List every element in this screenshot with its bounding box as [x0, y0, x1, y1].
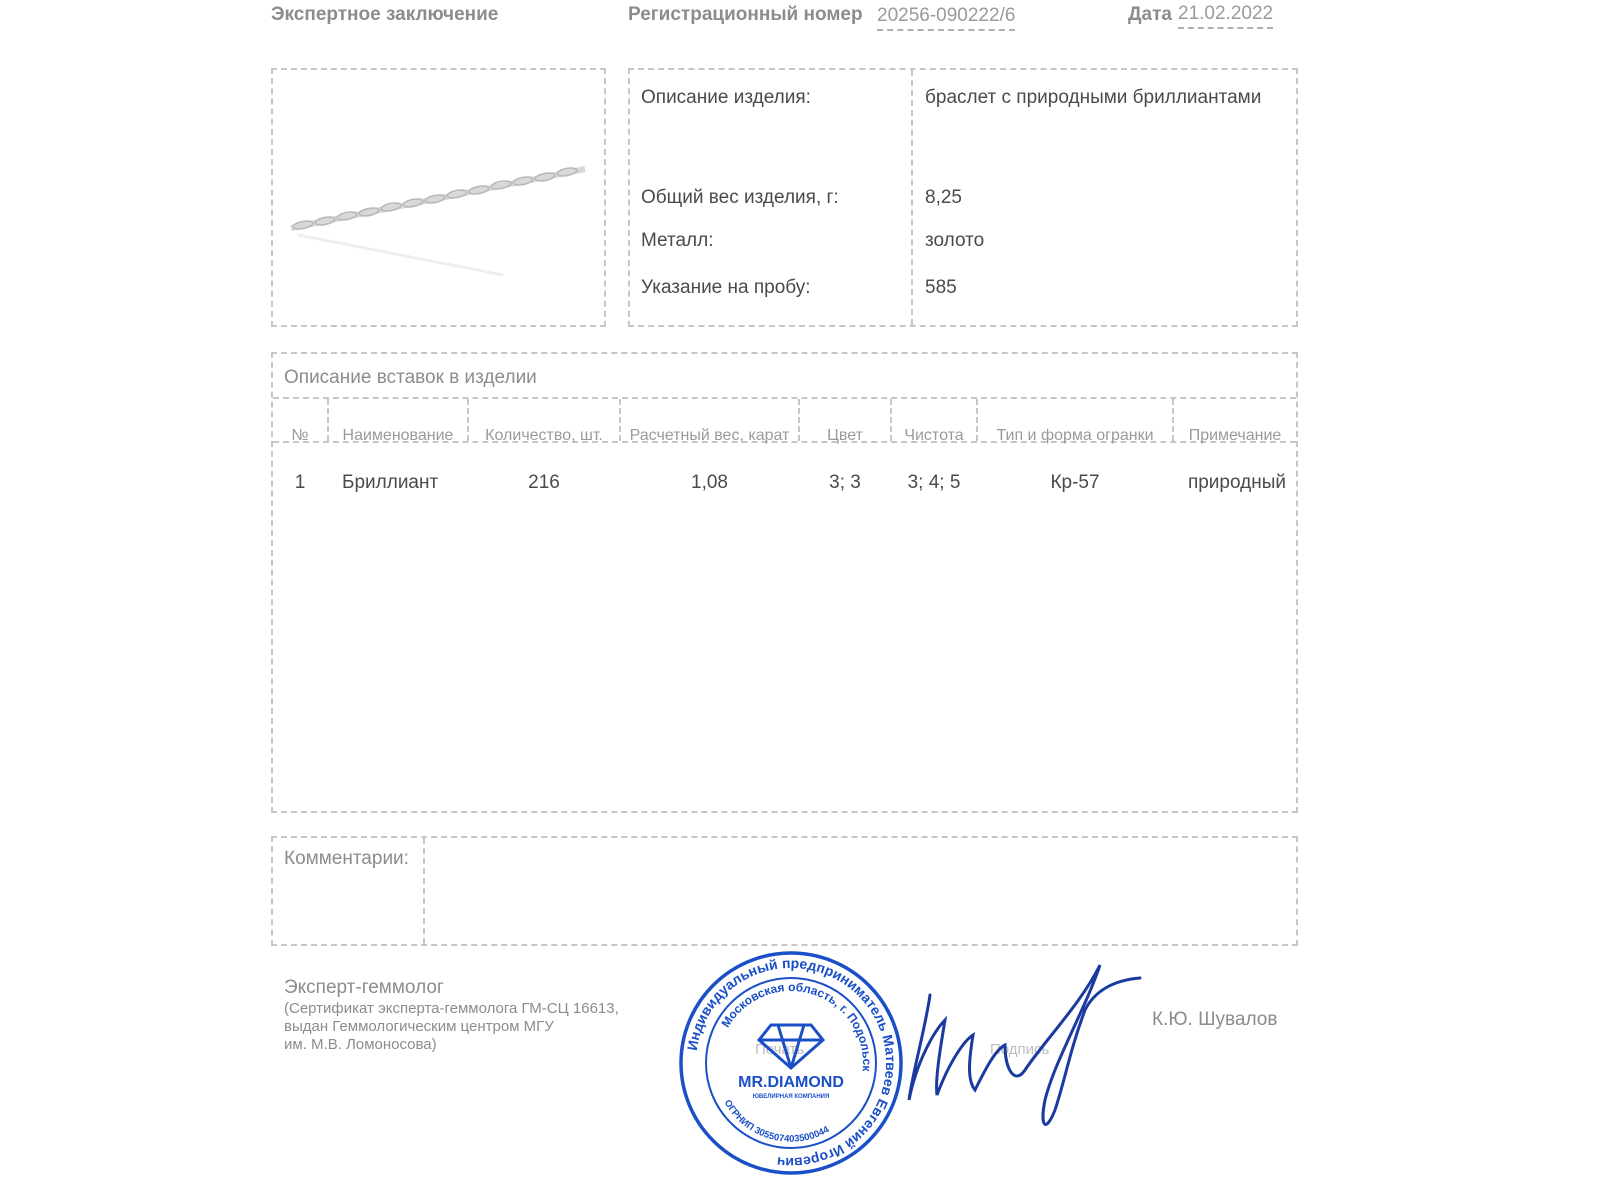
- table-cell-color: 3; 3: [829, 472, 861, 493]
- column-header-cut: Тип и форма огранки: [996, 427, 1154, 444]
- comments-box: [271, 836, 1298, 946]
- table-cell-number: 1: [294, 472, 306, 493]
- comments-label: Комментарии:: [284, 848, 409, 869]
- stamp-subbrand: ЮВЕЛИРНАЯ КОМПАНИЯ: [752, 1094, 830, 1100]
- metal-value: золото: [925, 230, 985, 251]
- table-cell-weight: 1,08: [691, 472, 728, 493]
- product-photo-box: [271, 68, 606, 327]
- table-cell-cut: Кр-57: [1050, 472, 1100, 493]
- column-header-name: Наименование: [342, 427, 454, 444]
- table-cell-quantity: 216: [528, 472, 560, 493]
- inserts-table: [271, 352, 1298, 813]
- stamp-ogrn: ОГРНИП 305507403500044: [721, 1098, 832, 1145]
- signature-scribble: [895, 950, 1145, 1140]
- certificate-line-1: (Сертификат эксперта-геммолога ГМ-СЦ 16613,: [284, 1000, 619, 1017]
- column-header-weight: Расчетный вес, карат: [629, 427, 790, 444]
- description-label: Описание изделия:: [641, 87, 811, 108]
- date-value: 21.02.2022: [1178, 3, 1273, 29]
- stamp-brand: MR.DIAMOND: [738, 1074, 844, 1091]
- document-title: Экспертное заключение: [271, 4, 499, 25]
- table-header-top-rule: [273, 397, 1296, 399]
- column-header-quantity: Количество, шт.: [485, 427, 603, 444]
- registration-label: Регистрационный номер: [628, 4, 863, 25]
- table-cell-note: природный: [1187, 472, 1286, 493]
- stamp-inner-text: Московская область, г. Подольск: [718, 979, 875, 1072]
- details-divider: [911, 70, 913, 325]
- column-header-color: Цвет: [827, 427, 863, 444]
- inserts-title: Описание вставок в изделии: [284, 367, 537, 388]
- bracelet-photo: [273, 70, 604, 325]
- comments-divider: [423, 838, 425, 944]
- column-header-clarity: Чистота: [904, 427, 964, 444]
- stamp-label: Печать: [755, 1041, 805, 1058]
- weight-label: Общий вес изделия, г:: [641, 187, 839, 208]
- signature-label: Подпись: [990, 1041, 1050, 1058]
- expert-role: Эксперт-геммолог: [284, 977, 444, 998]
- diamond-icon: [759, 1025, 823, 1068]
- column-header-number: №: [291, 427, 309, 444]
- description-value: браслет с природными бриллиантами: [925, 87, 1262, 108]
- stamp-outer-text: Индивидуальный предприниматель Матвеев Евгений Игоревич: [683, 954, 900, 1172]
- hallmark-value: 585: [925, 277, 957, 298]
- certificate-line-3: им. М.В. Ломоносова): [284, 1036, 437, 1053]
- company-stamp: [678, 950, 904, 1176]
- expert-name: К.Ю. Шувалов: [1152, 1009, 1278, 1030]
- table-cell-name: Бриллиант: [342, 472, 439, 493]
- registration-number: 20256-090222/6: [877, 5, 1015, 31]
- hallmark-label: Указание на пробу:: [641, 277, 811, 298]
- column-header-note: Примечание: [1188, 427, 1282, 444]
- certificate-line-2: выдан Геммологическим центром МГУ: [284, 1018, 554, 1035]
- metal-label: Металл:: [641, 230, 714, 251]
- table-cell-clarity: 3; 4; 5: [907, 472, 961, 493]
- weight-value: 8,25: [925, 187, 962, 208]
- date-label: Дата: [1128, 4, 1172, 25]
